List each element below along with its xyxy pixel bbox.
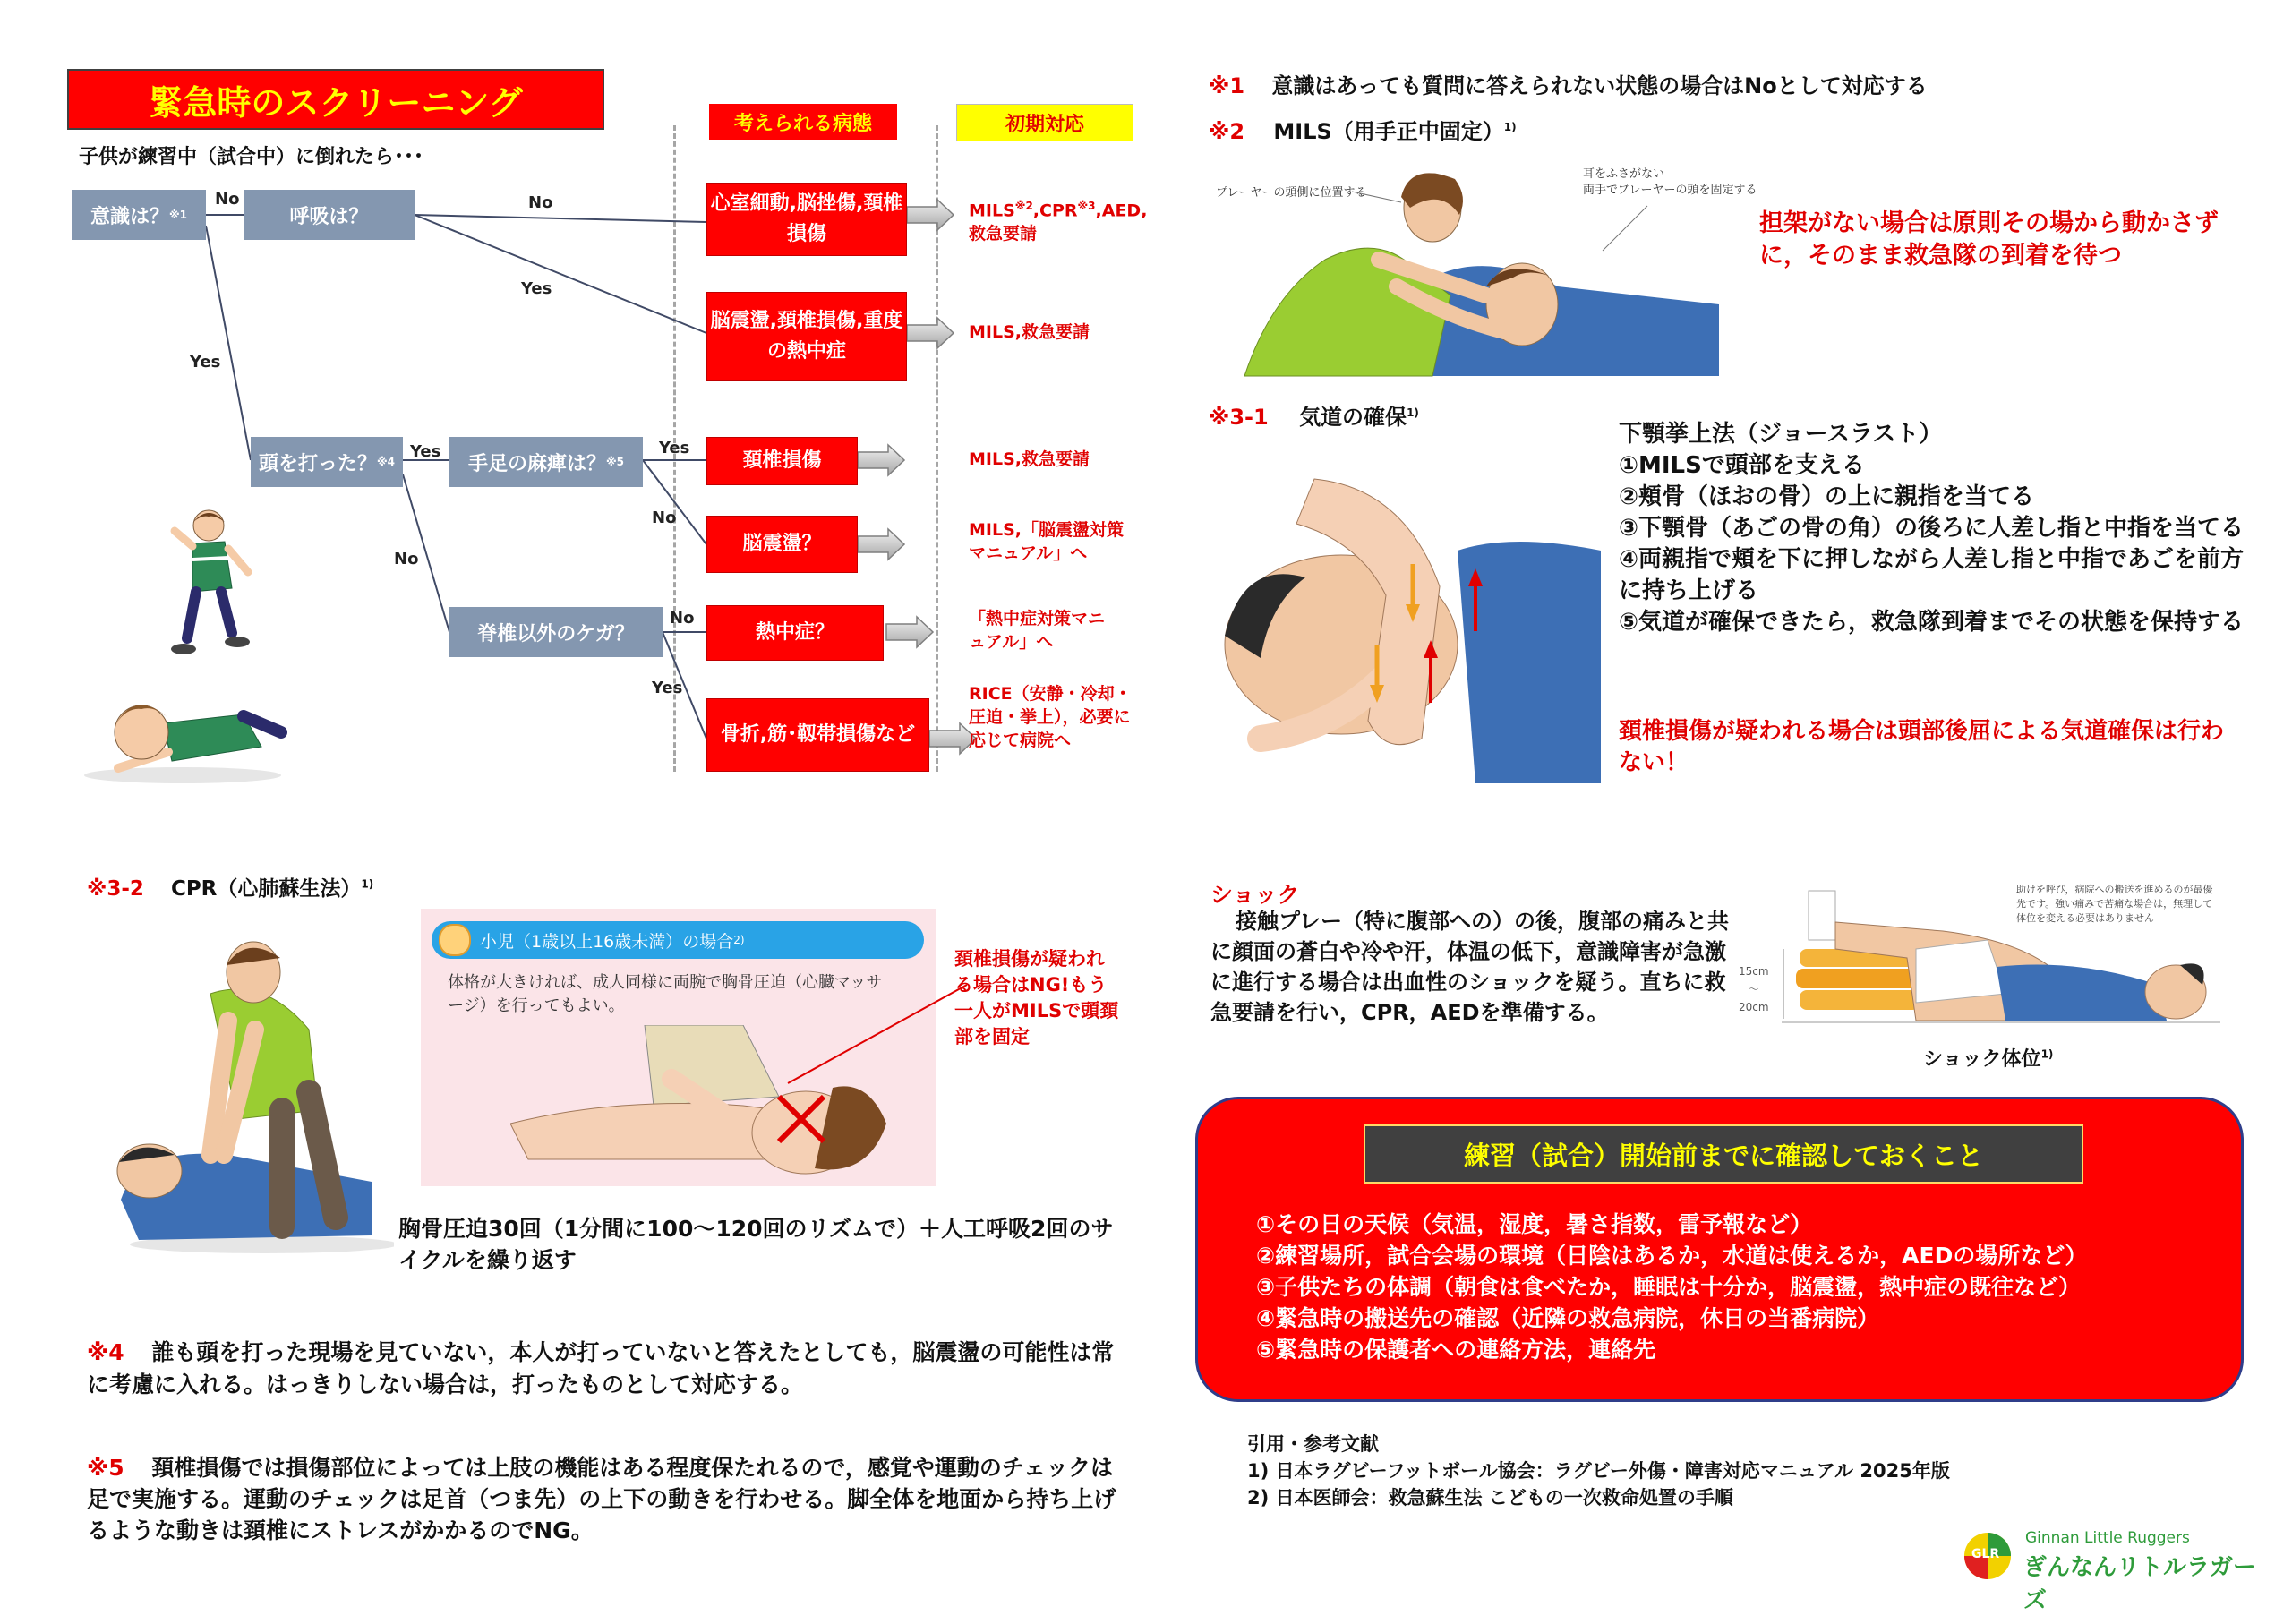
logo-jp: ぎんなんリトルラガーズ — [2023, 1554, 2257, 1614]
flow-title: 緊急時のスクリーニング — [149, 82, 523, 123]
note32-heading: ※3-2 CPR（心肺蘇生法）$^{1)}$ — [87, 877, 374, 901]
label-no-3: No — [652, 509, 677, 527]
response-r3: MILS,救急要請 — [969, 449, 1090, 469]
label-no-5: No — [670, 609, 695, 628]
checklist-box — [1195, 1097, 2244, 1402]
condition-c2: 脳震盪,頚椎損傷,重度の熱中症 — [706, 292, 907, 381]
jaw-step-4: ④両親指で頬を下に押しながら人差し指と中指であごを前方に持ち上げる — [1619, 546, 2245, 604]
checklist-items — [1256, 1209, 2223, 1365]
reference-2: 2) 日本医師会：救急蘇生法 こどもの一次救命処置の手順 — [1247, 1487, 1733, 1509]
note5: ※5 頚椎損傷では損傷部位によっては上肢の機能はある程度保たれるので，感覚や運動のチェックは足で実施する。運動のチェックは足首（つま先）の上下の動きを行わせる。脚全体を地面から持ち上げるような動きは頚椎にストレスがかかるのでNG。 — [87, 1455, 1116, 1543]
label-yes-5: Yes — [652, 679, 683, 697]
child-face-icon — [439, 924, 471, 956]
mils-img-label-right: 耳をふさがない 両手でプレーヤーの頭を固定する — [1583, 167, 1757, 197]
response-r1: MILS$^{※2}$,CPR$^{※3}$,AED, 救急要請 — [969, 200, 1148, 244]
response-r4: MILS,「脳震盪対策マニュアル」へ — [969, 520, 1124, 563]
node-head-hit: 頭を打った？ ※4 — [251, 437, 403, 487]
condition-c3: 頚椎損傷 — [706, 437, 858, 485]
shock-position-illustration — [1782, 886, 2220, 1039]
ng-note: 頚椎損傷が疑われる場合はNG!もう一人がMILSで頭頚部を固定 — [954, 948, 1119, 1047]
label-yes-2: Yes — [190, 353, 221, 372]
condition-c4: 脳震盪？ — [706, 516, 858, 573]
jaw-thrust-warning: 頚椎損傷が疑われる場合は頭部後屈による気道確保は行わない！ — [1619, 718, 2225, 776]
condition-c5: 熱中症？ — [706, 605, 884, 661]
jaw-thrust-title: 下顎挙上法（ジョースラスト） — [1619, 421, 1943, 448]
logo-mark: GLR — [1971, 1547, 2000, 1561]
response-r6: RICE（安静・冷却・圧迫・挙上），必要に応じて病院へ — [969, 684, 1132, 750]
mils-img-label-left: プレーヤーの頭側に位置する — [1216, 186, 1367, 200]
label-yes-4: Yes — [659, 439, 690, 457]
shock-caption: ショック体位$^{1)}$ — [1923, 1047, 2054, 1071]
jaw-thrust-illustration — [1207, 452, 1601, 783]
references-title: 引用・参考文献 — [1247, 1433, 1379, 1455]
label-no-2: No — [528, 193, 553, 212]
note1: ※1 意識はあっても質問に答えられない状態の場合はNoとして対応する — [1209, 73, 1928, 98]
logo-en: Ginnan Little Ruggers — [2025, 1529, 2190, 1547]
note2-heading: ※2 MILS（用手正中固定）$^{1)}$ — [1209, 119, 1517, 144]
node-breathing: 呼吸は？ — [244, 190, 415, 240]
jaw-step-2: ②頬骨（ほおの骨）の上に親指を当てる — [1619, 483, 2035, 510]
condition-c6: 骨折,筋･靱帯損傷など — [706, 698, 929, 772]
checklist-item-5: ⑤緊急時の保護者への連絡方法，連絡先 — [1256, 1337, 1656, 1363]
child-cpr-header: 小児（1歳以上16歳未満）の場合 2) — [432, 921, 924, 959]
checklist-title: 練習（試合）開始前までに確認しておくこと — [1463, 1140, 1983, 1171]
cpr-adult-illustration — [103, 931, 394, 1258]
node-paralysis: 手足の麻痺は？ ※5 — [449, 437, 643, 487]
jaw-step-1: ①MILSで頭部を支える — [1619, 452, 1865, 479]
label-yes-3: Yes — [410, 442, 441, 461]
shock-text: 接触プレー（特に腹部への）の後，腹部の痛みと共に顔面の蒼白や冷や汗，体温の低下，意識障害が急激に進行する場合は出血性のショックを疑う。直ちに救急要請を行い，CPR，AEDを準備する。 — [1210, 909, 1730, 1025]
response-r2: MILS,救急要請 — [969, 322, 1090, 342]
jaw-step-3: ③下顎骨（あごの骨の角）の後ろに人差し指と中指を当てる — [1619, 515, 2245, 542]
kid-fallen-illustration — [82, 670, 288, 786]
col-header-initial: 初期対応 — [956, 104, 1133, 141]
shock-height-label: 15cm 〜 20cm — [1739, 965, 1769, 1013]
response-r5: 「熱中症対策マニュアル」へ — [969, 609, 1106, 652]
label-yes-1: Yes — [521, 279, 552, 298]
checklist-item-2: ②練習場所，試合会場の環境（日陰はあるか，水道は使えるか，AEDの場所など） — [1256, 1243, 2088, 1269]
checklist-item-3: ③子供たちの体調（朝食は食べたか，睡眠は十分か，脳震盪，熱中症の既往など） — [1256, 1274, 2082, 1300]
label-no-4: No — [394, 550, 419, 568]
references — [1247, 1431, 1950, 1511]
checklist-item-4: ④緊急時の搬送先の確認（近隣の救急病院，休日の当番病院） — [1256, 1305, 1880, 1331]
checklist-title-box — [1364, 1124, 2083, 1184]
child-cpr-text: 体格が大きければ、成人同様に両腕で胸骨圧迫（心臓マッサージ）を行ってもよい。 — [448, 973, 883, 1015]
jaw-step-5: ⑤気道が確保できたら，救急隊到着までその状態を保持する — [1619, 609, 2245, 636]
kid-running-illustration — [166, 506, 264, 662]
reference-1: 1) 日本ラグビーフットボール協会：ラグビー外傷・障害対応マニュアル 2025年版 — [1247, 1460, 1950, 1482]
shock-img-note: 助けを呼び，病院への搬送を進めるのが最優先です。強い痛みで苦痛な場合は，無理して体位を変える必要はありません — [2016, 884, 2213, 924]
jaw-thrust-method — [1619, 419, 2245, 638]
mils-illustration — [1218, 161, 1719, 385]
checklist-item-1: ①その日の天候（気温，湿度，暑さ指数，雷予報など） — [1256, 1211, 1813, 1237]
flow-subtitle: 子供が練習中（試合中）に倒れたら･･･ — [79, 146, 424, 168]
mils-warning: 担架がない場合は原則その場から動かさずに，そのまま救急隊の到着を待つ — [1759, 209, 2219, 269]
node-other-injury: 脊椎以外のケガ？ — [449, 607, 663, 657]
node-consciousness: 意識は？ ※1 — [72, 190, 206, 240]
cpr-cycle-text: 胸骨圧迫30回（1分間に100〜120回のリズムで）＋人工呼吸2回のサイクルを繰り返す — [398, 1216, 1114, 1273]
shock-title: ショック — [1210, 882, 1300, 908]
club-logo — [1961, 1522, 2265, 1614]
note31-heading: ※3-1 気道の確保$^{1)}$ — [1209, 405, 1419, 430]
ng-pointer-line — [770, 976, 976, 1092]
note4: ※4 誰も頭を打った現場を見ていない，本人が打っていないと答えたとしても，脳震盪の可能性は常に考慮に入れる。はっきりしない場合は，打ったものとして対応する。 — [87, 1339, 1115, 1397]
col-header-conditions: 考えられる病態 — [709, 104, 897, 140]
condition-c1: 心室細動,脳挫傷,頚椎損傷 — [706, 183, 907, 256]
label-no-1: No — [215, 190, 240, 209]
